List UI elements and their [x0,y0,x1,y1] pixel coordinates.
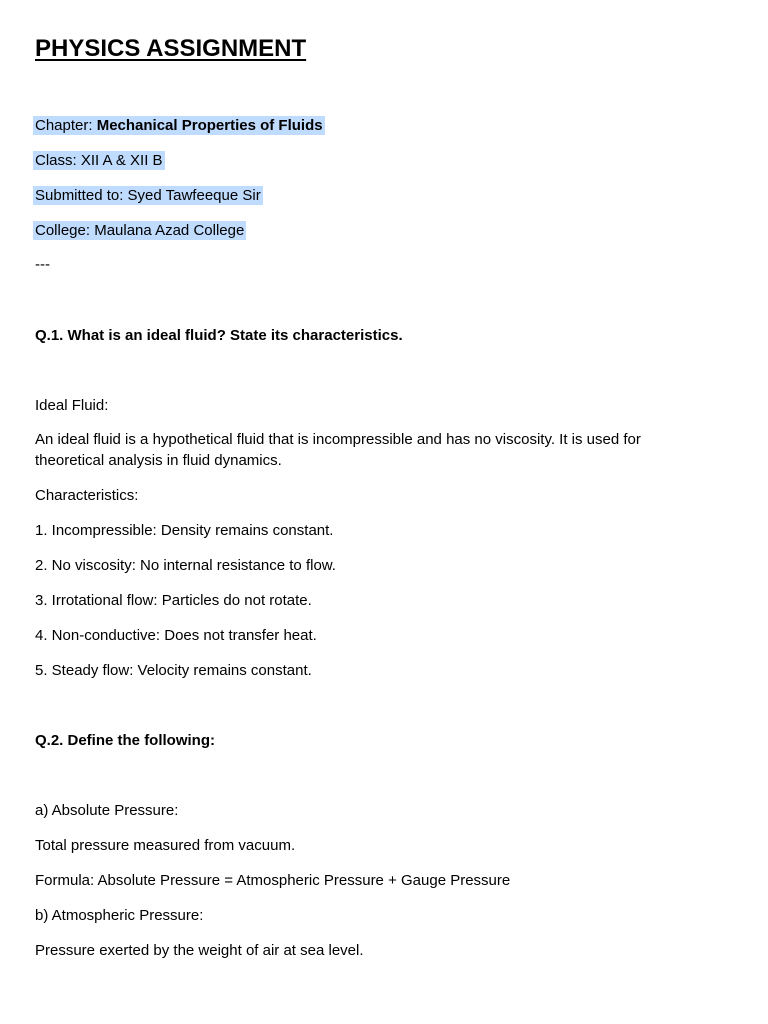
chapter-line [35,115,325,136]
submitted-line [35,185,263,206]
class-text: Class: XII A & XII B [35,152,163,169]
college-line [35,220,246,241]
q2-a-heading: a) Absolute Pressure: [35,802,179,819]
q2-a-formula: Formula: Absolute Pressure = Atmospheric Pressure + Gauge Pressure [35,872,511,889]
chapter-label: Chapter: [35,117,97,134]
list-item: 3. Irrotational flow: Particles do not rotate. [35,592,312,609]
page-title: PHYSICS ASSIGNMENT [35,35,307,62]
chapter-value: Mechanical Properties of Fluids [96,117,323,134]
college-text: College: Maulana Azad College [35,222,245,239]
q2-b-heading: b) Atmospheric Pressure: [35,907,204,924]
submitted-text: Submitted to: Syed Tawfeeque Sir [35,187,261,204]
q2-question: Q.2. Define the following: [35,732,215,749]
q1-subheading: Ideal Fluid: [35,397,109,414]
list-item: 5. Steady flow: Velocity remains constant. [35,662,312,679]
list-item: 4. Non-conductive: Does not transfer heat. [35,627,317,644]
list-item: 1. Incompressible: Density remains constant. [35,522,334,539]
class-line [35,150,165,171]
q1-definition: An ideal fluid is a hypothetical fluid that is incompressible and has no viscosity. It is used for theoretical analysis in fluid dynamics. [35,431,641,469]
q1-characteristics-label: Characteristics: [35,487,139,504]
q2-b-definition: Pressure exerted by the weight of air at sea level. [35,942,364,959]
list-item: 2. No viscosity: No internal resistance to flow. [35,557,336,574]
q1-question: Q.1. What is an ideal fluid? State its characteristics. [35,327,403,344]
q2-a-definition: Total pressure measured from vacuum. [35,837,296,854]
separator: --- [35,256,50,273]
chapter-highlight [33,116,325,135]
